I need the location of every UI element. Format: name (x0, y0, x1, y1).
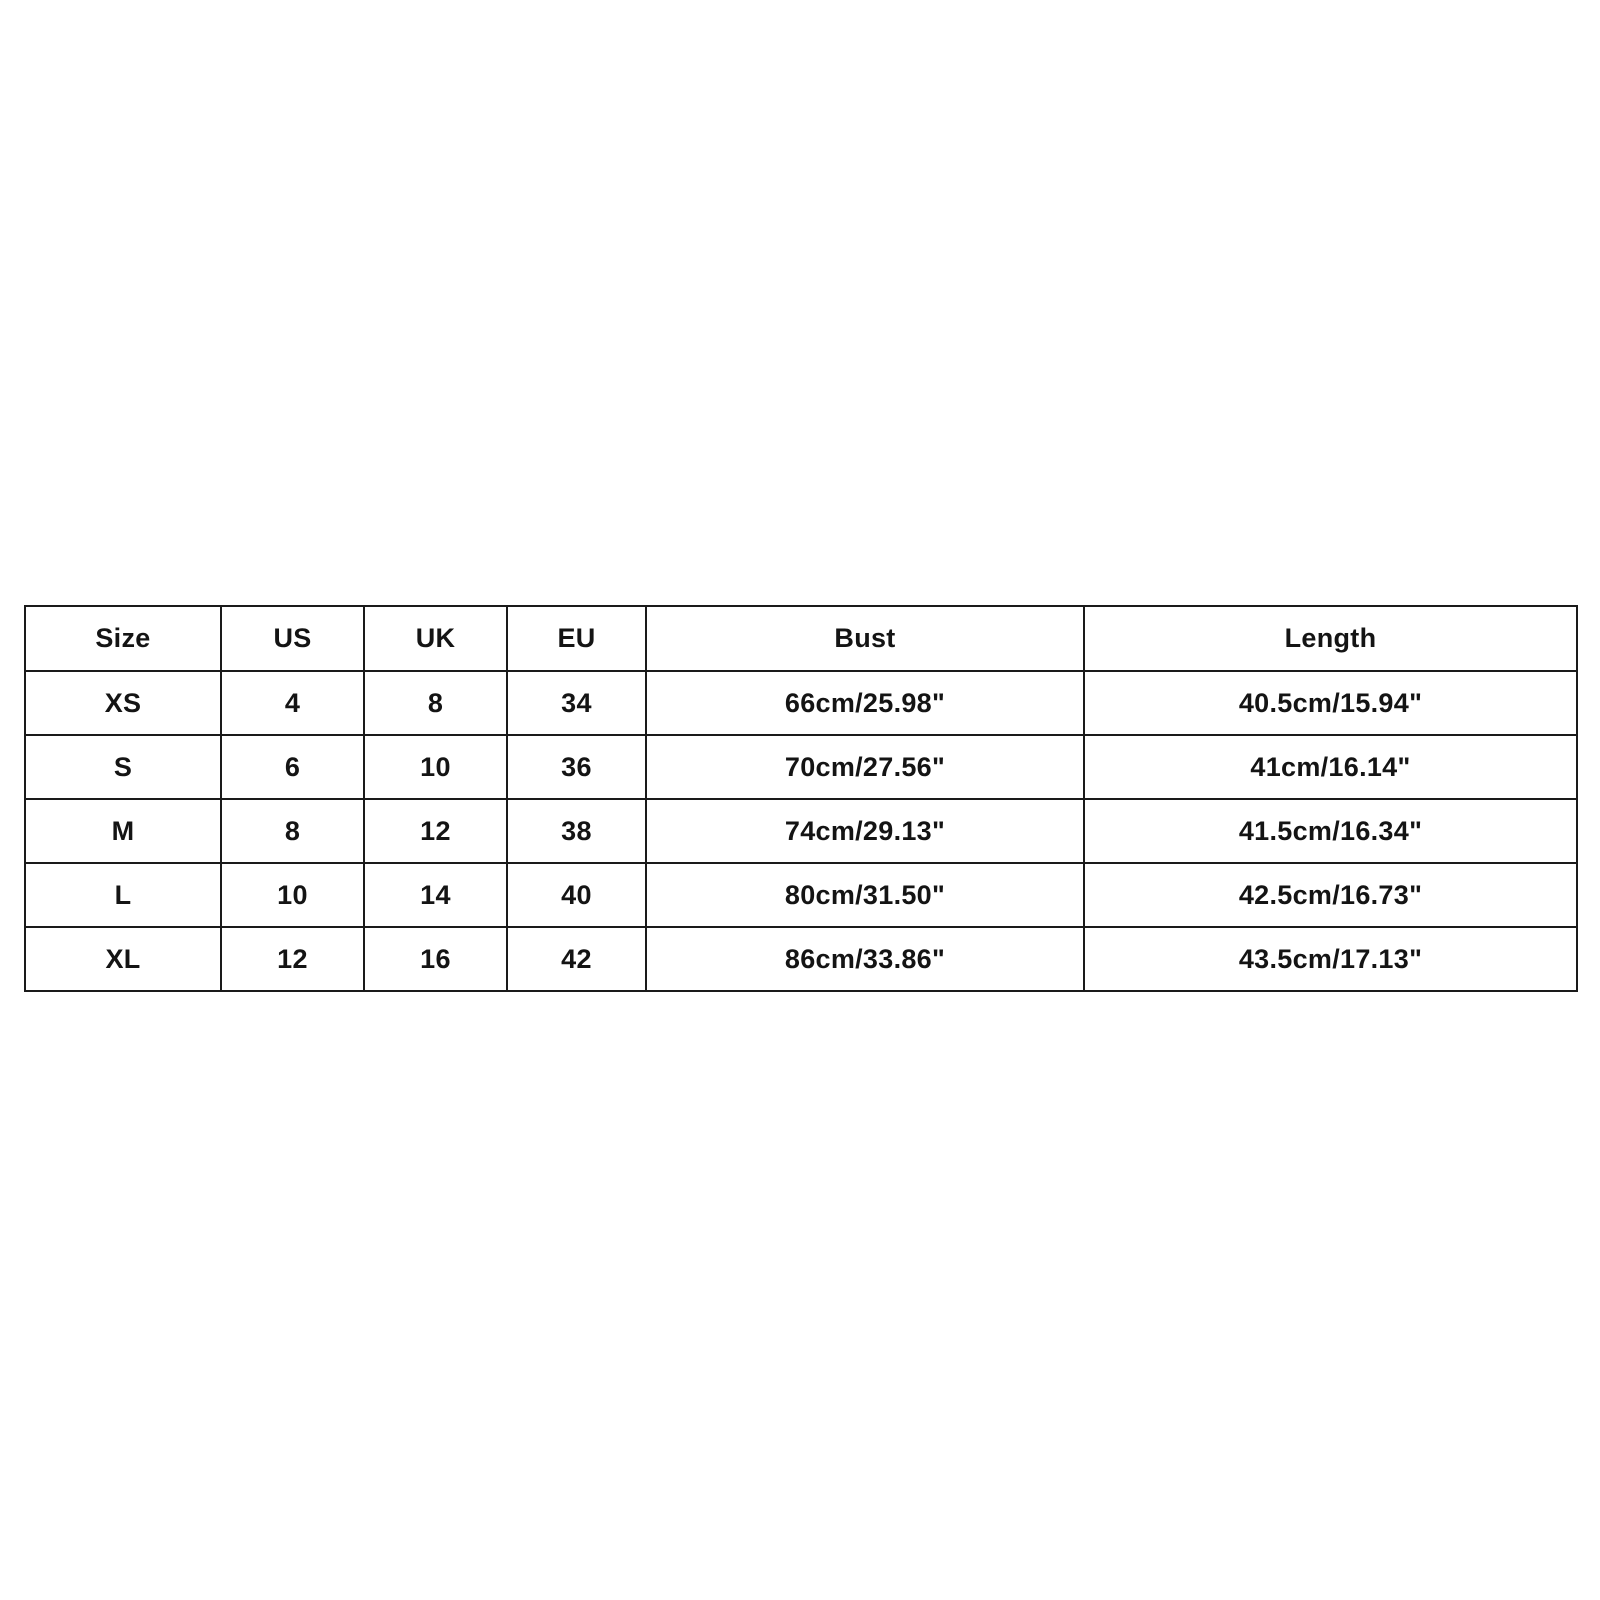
header-size: Size (25, 606, 221, 671)
header-bust: Bust (646, 606, 1084, 671)
cell-bust: 74cm/29.13" (646, 799, 1084, 863)
cell-eu: 40 (507, 863, 646, 927)
cell-eu: 42 (507, 927, 646, 991)
cell-length: 42.5cm/16.73" (1084, 863, 1577, 927)
cell-eu: 38 (507, 799, 646, 863)
header-length: Length (1084, 606, 1577, 671)
table-header-row (25, 606, 1577, 671)
cell-us: 6 (221, 735, 364, 799)
cell-length: 43.5cm/17.13" (1084, 927, 1577, 991)
cell-bust: 86cm/33.86" (646, 927, 1084, 991)
cell-bust: 70cm/27.56" (646, 735, 1084, 799)
cell-size: M (25, 799, 221, 863)
table-row (25, 735, 1577, 799)
size-chart-table (24, 605, 1578, 992)
cell-size: S (25, 735, 221, 799)
table-row (25, 799, 1577, 863)
cell-uk: 8 (364, 671, 507, 735)
cell-size: L (25, 863, 221, 927)
cell-bust: 80cm/31.50" (646, 863, 1084, 927)
header-us: US (221, 606, 364, 671)
table-row (25, 863, 1577, 927)
cell-size: XS (25, 671, 221, 735)
cell-us: 12 (221, 927, 364, 991)
table-row (25, 671, 1577, 735)
header-uk: UK (364, 606, 507, 671)
cell-bust: 66cm/25.98" (646, 671, 1084, 735)
cell-us: 8 (221, 799, 364, 863)
table-row (25, 927, 1577, 991)
cell-length: 41cm/16.14" (1084, 735, 1577, 799)
cell-uk: 10 (364, 735, 507, 799)
cell-us: 4 (221, 671, 364, 735)
cell-uk: 14 (364, 863, 507, 927)
cell-eu: 34 (507, 671, 646, 735)
cell-size: XL (25, 927, 221, 991)
cell-uk: 16 (364, 927, 507, 991)
cell-length: 40.5cm/15.94" (1084, 671, 1577, 735)
cell-us: 10 (221, 863, 364, 927)
cell-uk: 12 (364, 799, 507, 863)
header-eu: EU (507, 606, 646, 671)
cell-length: 41.5cm/16.34" (1084, 799, 1577, 863)
cell-eu: 36 (507, 735, 646, 799)
